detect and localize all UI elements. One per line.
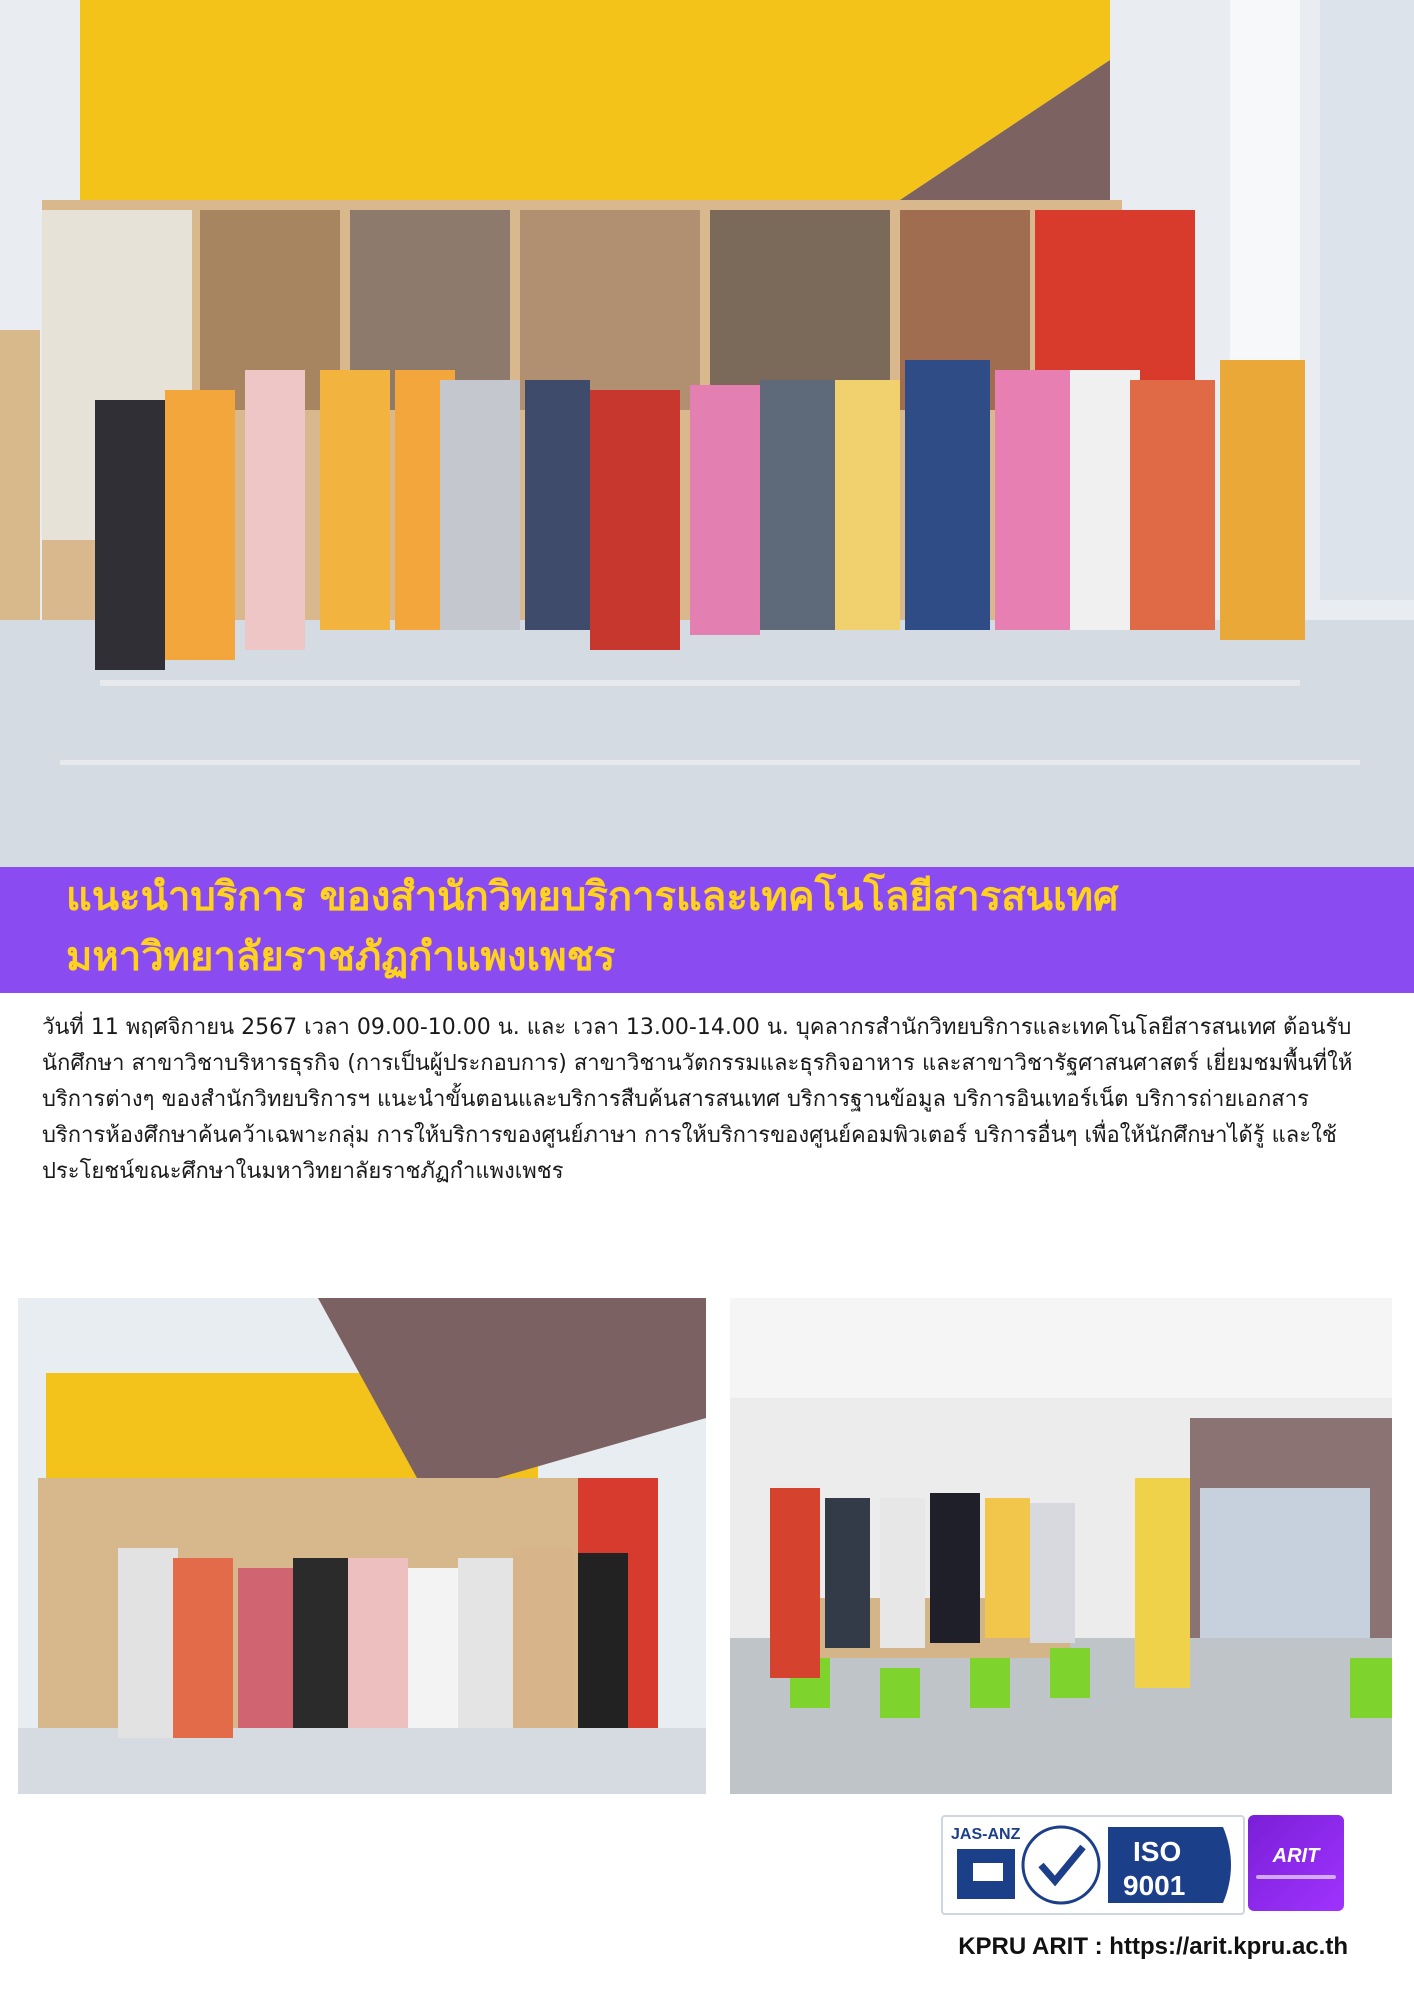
footer-website-link[interactable]: KPRU ARIT : https://arit.kpru.ac.th: [958, 1933, 1348, 1960]
page-title-line-2: มหาวิทยาลัยราชภัฏกำแพงเพชร: [66, 934, 616, 980]
library-tour-photo: [730, 1298, 1392, 1794]
iso-label: ISO: [1133, 1836, 1182, 1867]
iso-number: 9001: [1123, 1870, 1186, 1901]
iso-certification-logo: [941, 1815, 1245, 1915]
arit-logo-text: ARIT: [1272, 1845, 1320, 1867]
group-photo-exhibition: [18, 1298, 706, 1794]
hero-photo: [0, 0, 1414, 867]
certification-seal-icon: [1023, 1827, 1099, 1903]
jas-anz-label: JAS-ANZ: [951, 1826, 1021, 1843]
article-body-text: วันที่ 11 พฤศจิกายน 2567 เวลา 09.00-10.00 น. และ เวลา 13.00-14.00 น. บุคลากรสำนักวิทยบริการและเทคโนโลยีสารสนเทศ ต้อนรับนักศึกษา สาขาวิชาบริหารธุรกิจ (การเป็นผู้ประกอบการ) สาขาวิชานวัตกรรมและธุรกิจอาหาร และสาขาวิชารัฐศาสนศาสตร์ เยี่ยมชมพื้นที่ให้บริการต่างๆ ของสำนักวิทยบริการฯ แนะนำขั้นตอนและบริการสืบค้นสารสนเทศ บริการฐานข้อมูล บริการอินเทอร์เน็ต บริการถ่ายเอกสาร บริการห้องศึกษาค้นคว้าเฉพาะกลุ่ม การให้บริการของศูนย์ภาษา การให้บริการของศูนย์คอมพิวเตอร์ บริการอื่นๆ เพื่อให้นักศึกษาได้รู้ และใช้ประโยชน์ขณะศึกษาในมหาวิทยาลัยราชภัฏกำแพงเพชร: [42, 1015, 1353, 1184]
arit-logo: [1248, 1815, 1344, 1911]
page-title-line-1: แนะนำบริการ ของสำนักวิทยบริการและเทคโนโลยีสารสนเทศ: [66, 874, 1119, 920]
arit-logo-subtitle-bar: [1256, 1875, 1336, 1879]
